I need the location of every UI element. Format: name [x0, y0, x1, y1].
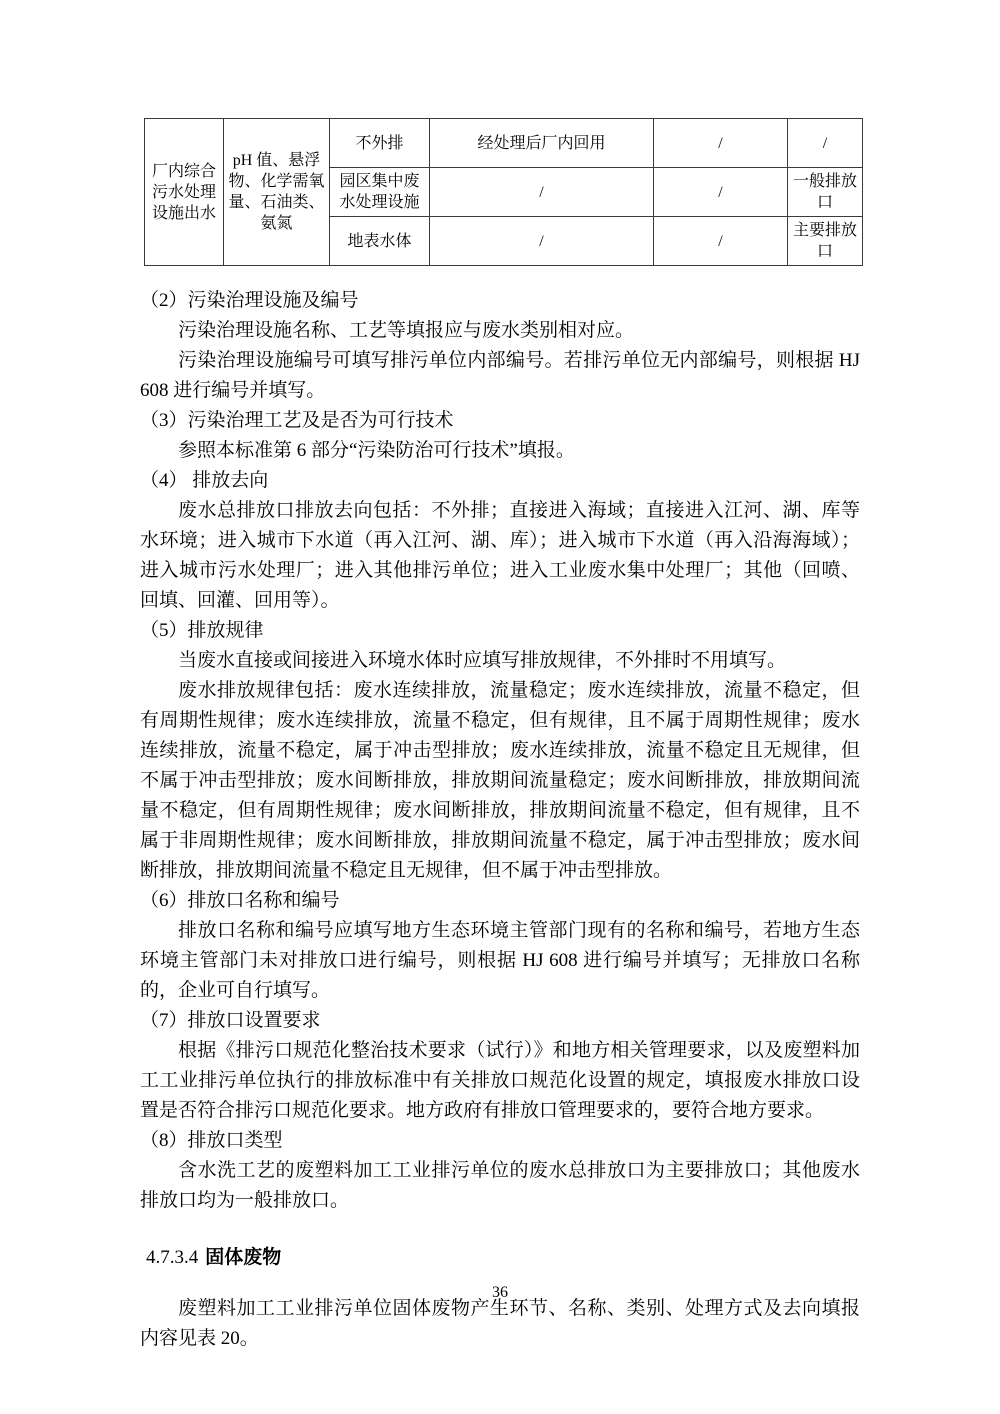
section-number: 4.7.3.4 — [146, 1247, 199, 1268]
cell-outflow-name: 厂内综合污水处理设施出水 — [145, 119, 224, 266]
wastewater-outfall-table — [144, 118, 863, 266]
table-row — [145, 119, 863, 168]
paragraph: 根据《排污口规范化整治技术要求（试行）》和地方相关管理要求，以及废塑料加工工业排污单位执行的排放标准中有关排放口规范化设置的规定，填报废水排放口设置是否符合排污口规范化要求。地方政府有排放口管理要求的，要符合地方要求。 — [140, 1040, 860, 1121]
item-header: （4） 排放去向 — [140, 470, 269, 491]
cell-blank: / — [654, 168, 788, 217]
cell-discharge-direction: 地表水体 — [330, 217, 430, 266]
paragraph: 废水排放规律包括：废水连续排放，流量稳定；废水连续排放，流量不稳定，但有周期性规律；废水连续排放，流量不稳定，但有规律，且不属于周期性规律；废水连续排放，流量不稳定，属于冲击型排放；废水连续排放，流量不稳定且无规律，但不属于冲击型排放；废水间断排放，排放期间流量稳定；废水间断排放，排放期间流量不稳定，但有周期性规律；废水间断排放，排放期间流量不稳定，但有规律，且不属于非周期性规律；废水间断排放，排放期间流量不稳定，属于冲击型排放；废水间断排放，排放期间流量不稳定且无规律，但不属于冲击型排放。 — [140, 680, 860, 881]
cell-blank: / — [654, 119, 788, 168]
paragraph: 含水洗工艺的废塑料加工工业排污单位的废水总排放口为主要排放口；其他废水排放口均为一般排放口。 — [140, 1160, 860, 1211]
item-header: （2）污染治理设施及编号 — [140, 290, 359, 311]
cell-treatment: 经处理后厂内回用 — [430, 119, 654, 168]
cell-treatment: / — [430, 217, 654, 266]
cell-blank: / — [654, 217, 788, 266]
cell-outlet-type: 一般排放口 — [788, 168, 863, 217]
item-header: （7）排放口设置要求 — [140, 1010, 321, 1031]
page-number: 36 — [492, 1284, 508, 1301]
body-text — [140, 286, 860, 1216]
closing-paragraph: 废塑料加工工业排污单位固体废物产生环节、名称、类别、处理方式及去向填报内容见表 20。 — [140, 1298, 860, 1349]
paragraph: 污染治理设施编号可填写排污单位内部编号。若排污单位无内部编号，则根据 HJ 608 进行编号并填写。 — [140, 350, 860, 401]
paragraph: 参照本标准第 6 部分“污染防治可行技术”填报。 — [178, 440, 575, 461]
cell-discharge-direction: 园区集中废水处理设施 — [330, 168, 430, 217]
section-heading — [140, 1244, 860, 1272]
cell-discharge-direction: 不外排 — [330, 119, 430, 168]
cell-pollutants: pH 值、悬浮物、化学需氧量、石油类、氨氮 — [224, 119, 330, 266]
paragraph: 排放口名称和编号应填写地方生态环境主管部门现有的名称和编号，若地方生态环境主管部门未对排放口进行编号，则根据 HJ 608 进行编号并填写；无排放口名称的，企业可自行填写。 — [140, 920, 860, 1001]
item-header: （6）排放口名称和编号 — [140, 890, 340, 911]
item-header: （3）污染治理工艺及是否为可行技术 — [140, 410, 454, 431]
section-title: 固体废物 — [205, 1247, 282, 1268]
paragraph: 污染治理设施名称、工艺等填报应与废水类别相对应。 — [178, 320, 635, 341]
cell-outlet-type: / — [788, 119, 863, 168]
paragraph: 废水总排放口排放去向包括：不外排；直接进入海域；直接进入江河、湖、库等水环境；进入城市下水道（再入江河、湖、库）；进入城市下水道（再入沿海海域）；进入城市污水处理厂；进入其他排污单位；进入工业废水集中处理厂；其他（回喷、回填、回灌、回用等）。 — [140, 500, 860, 611]
cell-treatment: / — [430, 168, 654, 217]
item-header: （8）排放口类型 — [140, 1130, 283, 1151]
item-header: （5）排放规律 — [140, 620, 264, 641]
paragraph: 当废水直接或间接进入环境水体时应填写排放规律，不外排时不用填写。 — [178, 650, 787, 671]
cell-outlet-type: 主要排放口 — [788, 217, 863, 266]
